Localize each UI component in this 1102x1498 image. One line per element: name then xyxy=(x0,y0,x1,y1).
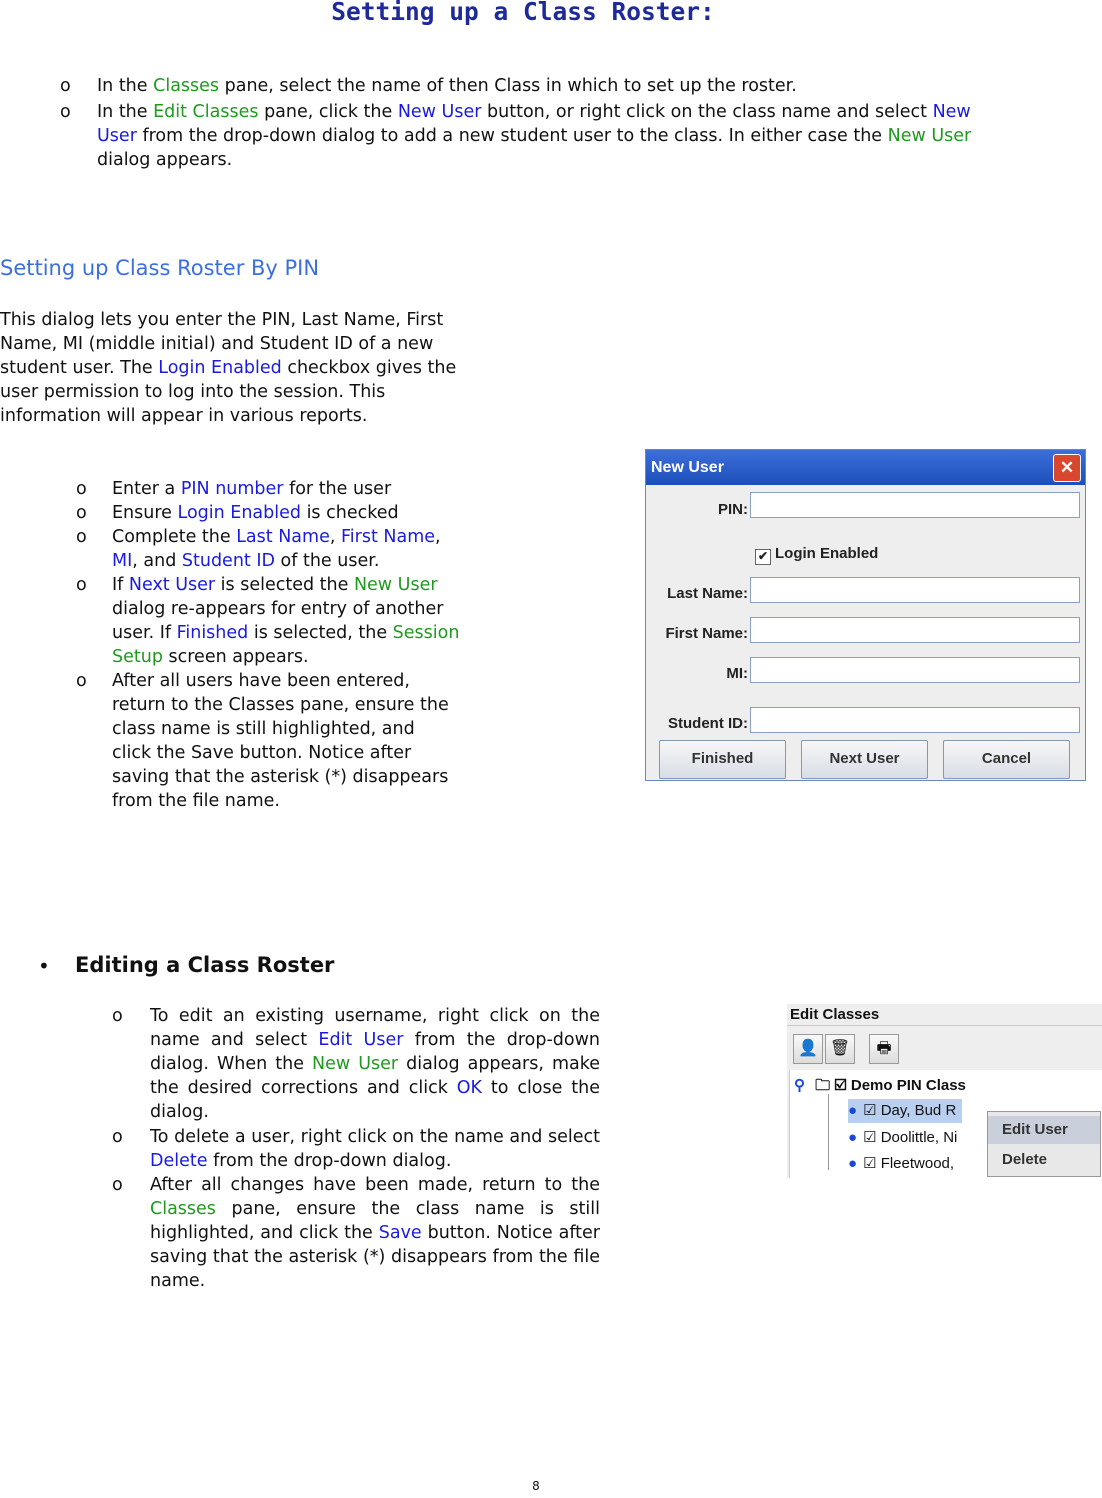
step-save: After all users have been entered, return to the Classes pane, ensure the class name is still highlighted, and click the Save button. Notice after saving that the asterisk (*) disappears from the file name. xyxy=(112,671,449,811)
user-icon: ● xyxy=(848,1129,858,1146)
folder-icon: 🗀 xyxy=(815,1077,831,1094)
editing-bullet: • xyxy=(38,954,50,978)
student-id-label: Student ID: xyxy=(668,715,748,732)
last-name-input[interactable] xyxy=(750,577,1080,603)
intro-item-1: In the Classes pane, select the name of then Class in which to set up the roster. xyxy=(97,76,797,96)
step-pin: Enter a PIN number for the user xyxy=(112,479,392,499)
page-title: Setting up a Class Roster: xyxy=(331,0,715,26)
pin-label: PIN: xyxy=(718,501,748,518)
tree-user-row[interactable]: ● ☑ Fleetwood, xyxy=(848,1152,954,1176)
edit-step-1: To edit an existing username, right click on the name and select Edit User from the drop-down dialog. When the New User dialog appears, make the desired corrections and click OK to close the dialog. xyxy=(150,1006,600,1122)
edit-bullet-1: o xyxy=(112,1006,123,1026)
section-heading-editing: Editing a Class Roster xyxy=(75,953,335,977)
first-name-label: First Name: xyxy=(665,625,748,642)
new-user-dialog xyxy=(645,449,1086,781)
edit-bullet-3: o xyxy=(112,1175,123,1195)
menu-delete[interactable]: Delete xyxy=(1002,1151,1048,1168)
mi-label: MI: xyxy=(726,665,748,682)
step-complete: Complete the Last Name, First Name, MI, and Student ID of the user. xyxy=(112,527,441,571)
mi-input[interactable] xyxy=(750,657,1080,683)
dialog-title: New User xyxy=(646,450,1085,485)
edit-bullet-2: o xyxy=(112,1127,123,1147)
intro-bullet-2: o xyxy=(60,102,71,122)
user-icon: ● xyxy=(848,1102,858,1119)
student-id-input[interactable] xyxy=(750,707,1080,733)
checkbox-icon: ☑ xyxy=(834,1077,847,1094)
add-user-icon[interactable]: 👤 xyxy=(793,1034,823,1064)
login-enabled-checkbox[interactable]: ✔ Login Enabled xyxy=(755,542,878,566)
tree-user-row[interactable]: ● ☑ Doolittle, Ni xyxy=(848,1126,957,1150)
intro-bullet-1: o xyxy=(60,76,71,96)
edit-step-2: To delete a user, right click on the name and select Delete from the drop-down dialog. xyxy=(150,1127,600,1171)
edit-step-3: After all changes have been made, return to the Classes pane, ensure the class name is still highlighted, and click the Save button. Notice after saving that the asterisk (*) disappears from the file name. xyxy=(150,1175,600,1291)
step-next-user: If Next User is selected the New User dialog re-appears for entry of another user. If Finished is selected, the Session Setup screen appears. xyxy=(112,575,460,667)
first-name-input[interactable] xyxy=(750,617,1080,643)
checkbox-icon: ☑ xyxy=(863,1129,877,1146)
tree-user-row[interactable]: ● ☑ Day, Bud R xyxy=(848,1099,962,1123)
edit-classes-panel xyxy=(787,1004,1102,1178)
page-number: 8 xyxy=(532,1479,540,1493)
step-login: Ensure Login Enabled is checked xyxy=(112,503,399,523)
print-icon[interactable]: 🖶 xyxy=(869,1034,899,1064)
context-menu xyxy=(987,1111,1101,1177)
class-name: Demo PIN Class xyxy=(850,1077,966,1094)
menu-edit-user[interactable]: Edit User xyxy=(988,1116,1100,1144)
finished-button[interactable]: Finished xyxy=(659,740,786,779)
section-heading-pin: Setting up Class Roster By PIN xyxy=(0,256,320,280)
checkbox-icon: ☑ xyxy=(863,1102,877,1119)
cancel-button[interactable]: Cancel xyxy=(943,740,1070,779)
pin-description: This dialog lets you enter the PIN, Last Name, First Name, MI (middle initial) and Student ID of a new student user. The Login Enabled checkbox gives the user permission to log into the session. This information will appear in various reports. xyxy=(0,310,457,426)
close-icon[interactable]: ✕ xyxy=(1053,454,1081,482)
tree-root-icon: ⚲ xyxy=(794,1077,805,1094)
checkbox-icon: ☑ xyxy=(863,1155,877,1172)
next-user-button[interactable]: Next User xyxy=(801,740,928,779)
check-icon: ✔ xyxy=(755,549,771,565)
last-name-label: Last Name: xyxy=(667,585,748,602)
pin-input[interactable] xyxy=(750,492,1080,518)
user-icon: ● xyxy=(848,1155,858,1172)
panel-title: Edit Classes xyxy=(787,1004,1102,1026)
intro-item-2: In the Edit Classes pane, click the New User button, or right click on the class name and select New User from the drop-down dialog to add a new student user to the class. In either case the New User dialog appears. xyxy=(97,102,972,170)
tree-class-row[interactable] xyxy=(794,1074,966,1098)
trash-icon[interactable]: 🗑 xyxy=(825,1034,855,1064)
